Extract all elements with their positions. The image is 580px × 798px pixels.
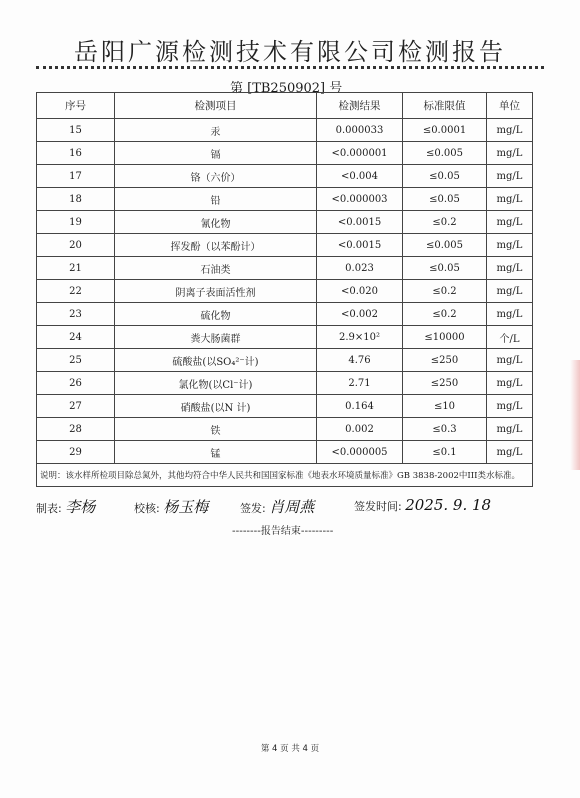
table-note: 说明：该水样所检项目除总氮外，其他均符合中华人民共和国国家标准《地表水环境质量标准》GB 3838-2002中III类水标准。 [37, 464, 533, 487]
cell-limit: ≤250 [403, 349, 487, 372]
cell-item: 氰化物 [115, 211, 317, 234]
table-row [37, 349, 533, 372]
issued-by [240, 496, 314, 517]
page-footer: 第 4 页 共 4 页 [260, 744, 320, 754]
note-row [37, 464, 533, 487]
cell-limit: ≤0.05 [403, 257, 487, 280]
cell-item: 硫酸盐(以SO₄²⁻计) [115, 349, 317, 372]
table-row [37, 441, 533, 464]
cell-result: <0.020 [317, 280, 403, 303]
title-divider [36, 66, 544, 69]
table-row [37, 188, 533, 211]
issued-label: 签发: [240, 502, 266, 515]
cell-no: 25 [37, 349, 115, 372]
cell-item: 阴离子表面活性剂 [115, 280, 317, 303]
cell-item: 铬（六价） [115, 165, 317, 188]
cell-result: 2.71 [317, 372, 403, 395]
cell-limit: ≤0.2 [403, 303, 487, 326]
cell-unit: mg/L [487, 234, 533, 257]
cell-limit: ≤0.05 [403, 165, 487, 188]
table-row [37, 165, 533, 188]
cell-item: 硫化物 [115, 303, 317, 326]
prepared-signature: 李杨 [65, 498, 96, 516]
cell-unit: mg/L [487, 280, 533, 303]
cell-result: 4.76 [317, 349, 403, 372]
cell-item: 镉 [115, 142, 317, 165]
table-row [37, 326, 533, 349]
cell-result: 0.164 [317, 395, 403, 418]
cell-limit: ≤0.3 [403, 418, 487, 441]
col-header-no: 序号 [37, 93, 115, 119]
cell-limit: ≤10 [403, 395, 487, 418]
cell-no: 18 [37, 188, 115, 211]
cell-result: 0.002 [317, 418, 403, 441]
cell-result: 0.023 [317, 257, 403, 280]
cell-item: 锰 [115, 441, 317, 464]
table-row [37, 372, 533, 395]
cell-unit: mg/L [487, 441, 533, 464]
cell-result: 0.000033 [317, 119, 403, 142]
col-header-result: 检测结果 [317, 93, 403, 119]
cell-item: 石油类 [115, 257, 317, 280]
cell-unit: mg/L [487, 395, 533, 418]
table-row [37, 303, 533, 326]
col-header-unit: 单位 [487, 93, 533, 119]
cell-no: 17 [37, 165, 115, 188]
table-header-row [37, 93, 533, 119]
results-table [36, 92, 533, 487]
cell-unit: mg/L [487, 142, 533, 165]
col-header-item: 检测项目 [115, 93, 317, 119]
cell-no: 28 [37, 418, 115, 441]
table-row [37, 257, 533, 280]
cell-item: 氯化物(以Cl⁻计) [115, 372, 317, 395]
cell-no: 29 [37, 441, 115, 464]
cell-limit: ≤250 [403, 372, 487, 395]
table-row [37, 211, 533, 234]
report-number: 第 [TB250902] 号 [230, 81, 343, 96]
cell-result: <0.000001 [317, 142, 403, 165]
cell-limit: ≤0.2 [403, 280, 487, 303]
report-title: 岳阳广源检测技术有限公司检测报告 [74, 38, 506, 66]
cell-limit: ≤0.1 [403, 441, 487, 464]
cell-limit: ≤0.05 [403, 188, 487, 211]
cell-no: 22 [37, 280, 115, 303]
cell-result: <0.002 [317, 303, 403, 326]
cell-unit: 个/L [487, 326, 533, 349]
checked-label: 校核: [134, 502, 160, 515]
cell-no: 20 [37, 234, 115, 257]
cell-limit: ≤0.2 [403, 211, 487, 234]
cell-no: 27 [37, 395, 115, 418]
cell-unit: mg/L [487, 418, 533, 441]
table-row [37, 234, 533, 257]
cell-unit: mg/L [487, 188, 533, 211]
cell-no: 16 [37, 142, 115, 165]
cell-no: 26 [37, 372, 115, 395]
cell-item: 粪大肠菌群 [115, 326, 317, 349]
cell-item: 硝酸盐(以N 计) [115, 395, 317, 418]
cell-unit: mg/L [487, 372, 533, 395]
report-end: --------报告结束--------- [232, 526, 334, 537]
cell-no: 19 [37, 211, 115, 234]
cell-limit: ≤0.0001 [403, 119, 487, 142]
table-row [37, 280, 533, 303]
table-row [37, 119, 533, 142]
table-row [37, 418, 533, 441]
cell-unit: mg/L [487, 165, 533, 188]
cell-result: <0.000005 [317, 441, 403, 464]
cell-unit: mg/L [487, 211, 533, 234]
issue-date-label: 签发时间: [354, 500, 402, 513]
cell-item: 铁 [115, 418, 317, 441]
seal-edge [570, 360, 580, 470]
prepared-label: 制表: [36, 502, 62, 515]
issue-date [354, 496, 491, 514]
cell-no: 23 [37, 303, 115, 326]
issued-signature: 肖周燕 [269, 498, 315, 516]
cell-limit: ≤0.005 [403, 142, 487, 165]
cell-limit: ≤10000 [403, 326, 487, 349]
cell-result: <0.000003 [317, 188, 403, 211]
prepared-by [36, 496, 95, 517]
cell-no: 24 [37, 326, 115, 349]
cell-result: 2.9×10² [317, 326, 403, 349]
cell-no: 21 [37, 257, 115, 280]
cell-unit: mg/L [487, 349, 533, 372]
issue-date-value: 2025. 9. 18 [405, 496, 492, 514]
checked-signature: 杨玉梅 [163, 498, 209, 516]
cell-limit: ≤0.005 [403, 234, 487, 257]
cell-result: <0.0015 [317, 211, 403, 234]
cell-unit: mg/L [487, 119, 533, 142]
cell-unit: mg/L [487, 303, 533, 326]
cell-result: <0.004 [317, 165, 403, 188]
cell-result: <0.0015 [317, 234, 403, 257]
table-row [37, 395, 533, 418]
checked-by [134, 496, 208, 517]
col-header-limit: 标准限值 [403, 93, 487, 119]
cell-item: 汞 [115, 119, 317, 142]
cell-no: 15 [37, 119, 115, 142]
cell-item: 挥发酚（以苯酚计） [115, 234, 317, 257]
cell-unit: mg/L [487, 257, 533, 280]
table-row [37, 142, 533, 165]
cell-item: 铅 [115, 188, 317, 211]
